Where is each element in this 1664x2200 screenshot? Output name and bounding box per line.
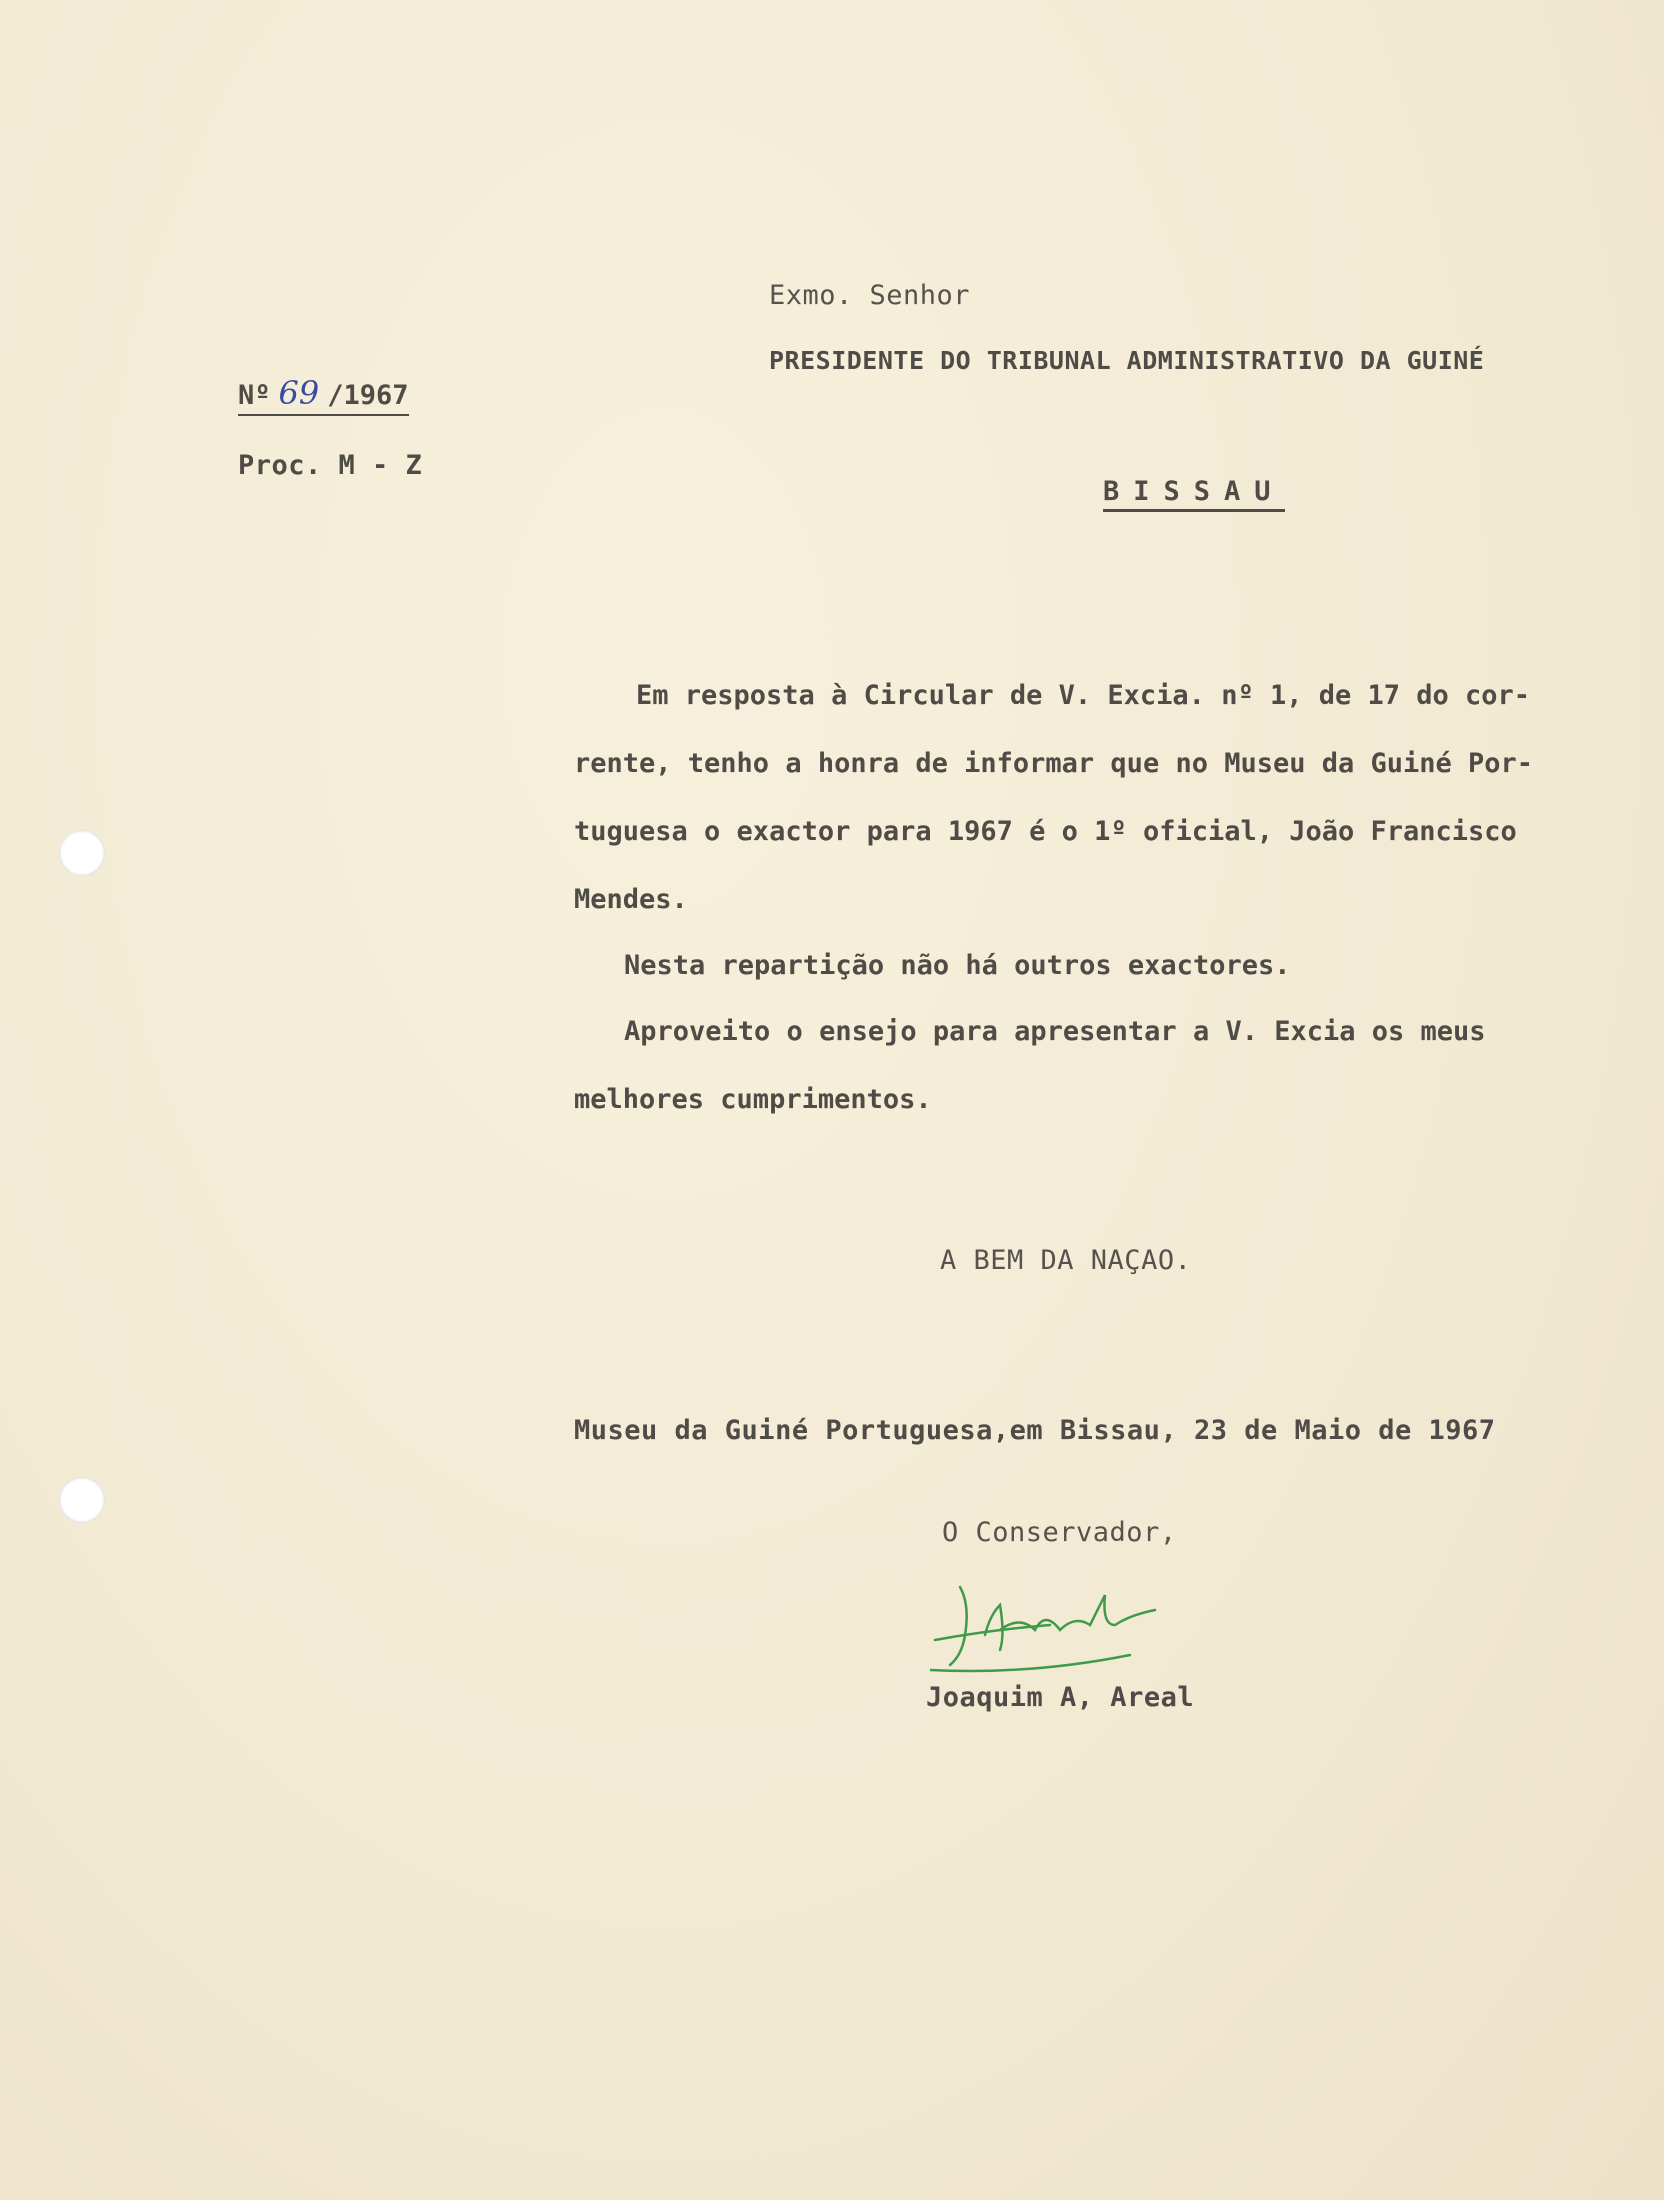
ref-handwritten-number: 69 [278, 374, 320, 412]
signatory-name: Joaquim A, Areal [926, 1682, 1195, 1713]
reference-number [238, 374, 409, 416]
punch-hole-bottom [59, 1477, 105, 1523]
handwritten-signature [930, 1585, 1200, 1680]
recipient: PRESIDENTE DO TRIBUNAL ADMINISTRATIVO DA GUINÉ [769, 346, 1485, 375]
body-line-3: tuguesa o exactor para 1967 é o 1º oficial, João Francisco [574, 816, 1517, 847]
body-line-7: melhores cumprimentos. [574, 1084, 932, 1115]
closing-title: O Conservador, [942, 1517, 1177, 1548]
ref-prefix: Nº [238, 380, 271, 411]
salutation: Exmo. Senhor [769, 280, 971, 311]
body-line-1: Em resposta à Circular de V. Excia. nº 1, de 17 do cor- [636, 680, 1531, 711]
motto: A BEM DA NAÇAO. [940, 1245, 1192, 1276]
place-date: Museu da Guiné Portuguesa,em Bissau, 23 de Maio de 1967 [574, 1415, 1496, 1446]
body-line-2: rente, tenho a honra de informar que no Museu da Guiné Por- [574, 748, 1534, 779]
body-line-4: Mendes. [574, 884, 688, 915]
body-line-6: Aproveito o ensejo para apresentar a V. Excia os meus [624, 1016, 1486, 1047]
punch-hole-top [59, 830, 105, 876]
body-line-5: Nesta repartição não há outros exactores. [624, 950, 1291, 981]
city-heading: BISSAU [1103, 476, 1285, 512]
ref-year: /1967 [327, 380, 409, 411]
process-code: Proc. M - Z [238, 450, 423, 481]
